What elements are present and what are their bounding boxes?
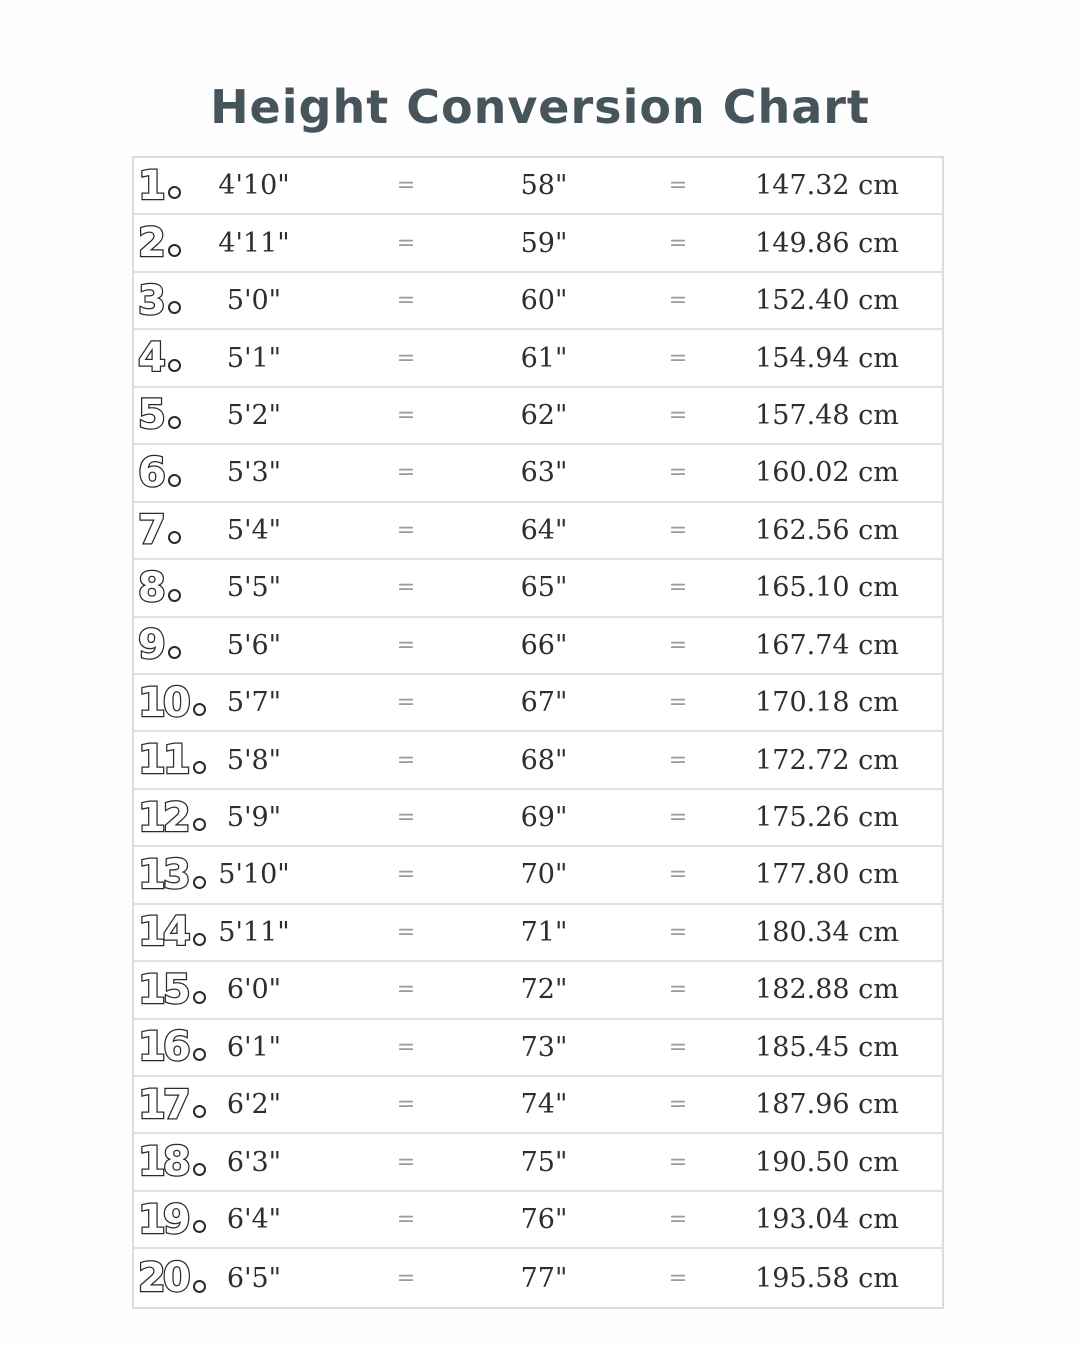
centimeters-value: 167.74 cm <box>755 629 899 661</box>
table-row <box>134 1077 942 1134</box>
feet-inches-value: 5'4" <box>226 514 282 546</box>
equals-sign: = <box>668 862 688 888</box>
inches-value: 65" <box>520 572 568 604</box>
equals-sign: = <box>396 460 416 486</box>
centimeters-value: 182.88 cm <box>755 974 899 1006</box>
table-row <box>134 1192 942 1249</box>
feet-inches-value: 6'5" <box>226 1262 282 1294</box>
feet-inches-value: 5'6" <box>226 629 282 661</box>
equals-sign: = <box>396 632 416 658</box>
centimeters-value: 187.96 cm <box>755 1089 899 1121</box>
equals-sign: = <box>396 402 416 428</box>
table-row <box>134 273 942 330</box>
equals-sign: = <box>668 230 688 256</box>
equals-sign: = <box>668 1265 688 1291</box>
feet-inches-value: 5'7" <box>226 687 282 719</box>
table-row <box>134 675 942 732</box>
page-title: Height Conversion Chart <box>210 80 870 134</box>
row-number: 1 <box>138 158 181 213</box>
row-number: 13 <box>138 847 206 902</box>
equals-sign: = <box>668 1207 688 1233</box>
equals-sign: = <box>396 1207 416 1233</box>
row-number: 2 <box>138 215 181 270</box>
table-row <box>134 790 942 847</box>
centimeters-value: 185.45 cm <box>755 1031 899 1063</box>
inches-value: 62" <box>520 399 568 431</box>
feet-inches-value: 6'3" <box>226 1146 282 1178</box>
inches-value: 63" <box>520 457 568 489</box>
inches-value: 77" <box>520 1262 568 1294</box>
row-number: 17 <box>138 1077 206 1132</box>
feet-inches-value: 5'11" <box>218 916 290 948</box>
table-row <box>134 1134 942 1191</box>
table-row <box>134 1249 942 1306</box>
centimeters-value: 157.48 cm <box>755 399 899 431</box>
row-number: 15 <box>138 962 206 1017</box>
equals-sign: = <box>668 345 688 371</box>
inches-value: 58" <box>520 170 568 202</box>
row-number: 8 <box>138 560 181 615</box>
table-row <box>134 330 942 387</box>
inches-value: 73" <box>520 1031 568 1063</box>
feet-inches-value: 5'0" <box>226 285 282 317</box>
row-number: 5 <box>138 388 181 443</box>
equals-sign: = <box>668 1092 688 1118</box>
equals-sign: = <box>396 1265 416 1291</box>
centimeters-value: 162.56 cm <box>755 514 899 546</box>
equals-sign: = <box>668 517 688 543</box>
row-number: 16 <box>138 1020 206 1075</box>
equals-sign: = <box>396 690 416 716</box>
inches-value: 60" <box>520 285 568 317</box>
equals-sign: = <box>396 230 416 256</box>
table-row <box>134 560 942 617</box>
equals-sign: = <box>396 517 416 543</box>
equals-sign: = <box>396 173 416 199</box>
equals-sign: = <box>396 1034 416 1060</box>
row-number: 19 <box>138 1192 206 1247</box>
table-row <box>134 388 942 445</box>
inches-value: 59" <box>520 227 568 259</box>
equals-sign: = <box>396 1092 416 1118</box>
centimeters-value: 149.86 cm <box>755 227 899 259</box>
inches-value: 64" <box>520 514 568 546</box>
equals-sign: = <box>668 747 688 773</box>
feet-inches-value: 5'9" <box>226 802 282 834</box>
equals-sign: = <box>668 460 688 486</box>
row-number: 6 <box>138 445 181 500</box>
equals-sign: = <box>396 862 416 888</box>
inches-value: 69" <box>520 802 568 834</box>
table-row <box>134 905 942 962</box>
equals-sign: = <box>396 288 416 314</box>
feet-inches-value: 5'3" <box>226 457 282 489</box>
centimeters-value: 154.94 cm <box>755 342 899 374</box>
inches-value: 76" <box>520 1204 568 1236</box>
centimeters-value: 147.32 cm <box>755 170 899 202</box>
inches-value: 75" <box>520 1146 568 1178</box>
feet-inches-value: 5'10" <box>218 859 290 891</box>
table-row <box>134 503 942 560</box>
feet-inches-value: 5'5" <box>226 572 282 604</box>
centimeters-value: 170.18 cm <box>755 687 899 719</box>
equals-sign: = <box>396 919 416 945</box>
inches-value: 61" <box>520 342 568 374</box>
centimeters-value: 195.58 cm <box>755 1262 899 1294</box>
equals-sign: = <box>668 288 688 314</box>
equals-sign: = <box>668 1149 688 1175</box>
feet-inches-value: 6'2" <box>226 1089 282 1121</box>
feet-inches-value: 4'11" <box>218 227 290 259</box>
inches-value: 72" <box>520 974 568 1006</box>
centimeters-value: 152.40 cm <box>755 285 899 317</box>
table-row <box>134 1020 942 1077</box>
centimeters-value: 190.50 cm <box>755 1146 899 1178</box>
row-number: 3 <box>138 273 181 328</box>
centimeters-value: 177.80 cm <box>755 859 899 891</box>
inches-value: 66" <box>520 629 568 661</box>
equals-sign: = <box>668 919 688 945</box>
equals-sign: = <box>396 345 416 371</box>
centimeters-value: 175.26 cm <box>755 802 899 834</box>
row-number: 20 <box>138 1249 206 1306</box>
inches-value: 71" <box>520 916 568 948</box>
conversion-table <box>132 156 944 1309</box>
equals-sign: = <box>396 747 416 773</box>
equals-sign: = <box>668 402 688 428</box>
table-row <box>134 158 942 215</box>
feet-inches-value: 5'1" <box>226 342 282 374</box>
row-number: 7 <box>138 503 181 558</box>
inches-value: 67" <box>520 687 568 719</box>
inches-value: 70" <box>520 859 568 891</box>
feet-inches-value: 5'2" <box>226 399 282 431</box>
centimeters-value: 180.34 cm <box>755 916 899 948</box>
centimeters-value: 160.02 cm <box>755 457 899 489</box>
row-number: 14 <box>138 905 206 960</box>
equals-sign: = <box>396 1149 416 1175</box>
equals-sign: = <box>668 173 688 199</box>
equals-sign: = <box>668 805 688 831</box>
inches-value: 68" <box>520 744 568 776</box>
table-row <box>134 445 942 502</box>
equals-sign: = <box>396 805 416 831</box>
row-number: 4 <box>138 330 181 385</box>
equals-sign: = <box>668 1034 688 1060</box>
feet-inches-value: 6'0" <box>226 974 282 1006</box>
table-row <box>134 618 942 675</box>
feet-inches-value: 4'10" <box>218 170 290 202</box>
row-number: 12 <box>138 790 206 845</box>
equals-sign: = <box>668 690 688 716</box>
equals-sign: = <box>668 977 688 1003</box>
equals-sign: = <box>668 575 688 601</box>
centimeters-value: 193.04 cm <box>755 1204 899 1236</box>
table-row <box>134 962 942 1019</box>
inches-value: 74" <box>520 1089 568 1121</box>
centimeters-value: 165.10 cm <box>755 572 899 604</box>
row-number: 9 <box>138 618 181 673</box>
centimeters-value: 172.72 cm <box>755 744 899 776</box>
equals-sign: = <box>396 575 416 601</box>
equals-sign: = <box>668 632 688 658</box>
table-row <box>134 732 942 789</box>
row-number: 10 <box>138 675 206 730</box>
table-row <box>134 215 942 272</box>
feet-inches-value: 6'1" <box>226 1031 282 1063</box>
row-number: 18 <box>138 1134 206 1189</box>
equals-sign: = <box>396 977 416 1003</box>
table-row <box>134 847 942 904</box>
row-number: 11 <box>138 732 206 787</box>
feet-inches-value: 6'4" <box>226 1204 282 1236</box>
feet-inches-value: 5'8" <box>226 744 282 776</box>
